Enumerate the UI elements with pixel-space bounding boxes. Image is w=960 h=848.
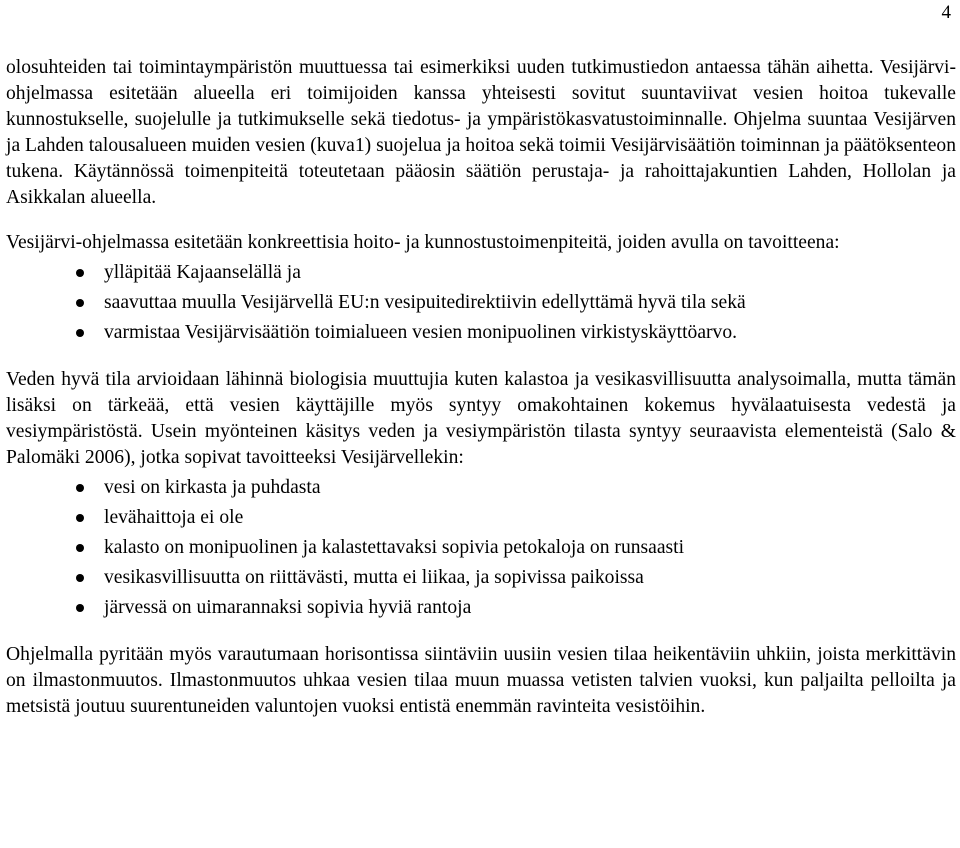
list-item: levähaittoja ei ole bbox=[6, 503, 956, 533]
list-item: vesi on kirkasta ja puhdasta bbox=[6, 473, 956, 503]
list-item: ylläpitää Kajaanselällä ja bbox=[6, 258, 956, 288]
bullet-icon bbox=[76, 604, 84, 612]
paragraph-goals-intro: Vesijärvi-ohjelmassa esitetään konkreettisia hoito- ja kunnostustoimenpiteitä, joiden avulla on tavoitteena: bbox=[6, 232, 840, 253]
goals-bullet-list bbox=[6, 258, 956, 348]
list-item: vesikasvillisuutta on riittävästi, mutta ei liikaa, ja sopivissa paikoissa bbox=[6, 563, 956, 593]
page-number: 4 bbox=[941, 2, 951, 23]
list-item: varmistaa Vesijärvisäätiön toimialueen vesien monipuolinen virkistyskäyttöarvo. bbox=[6, 318, 956, 348]
bullet-icon bbox=[76, 484, 84, 492]
bullet-icon bbox=[76, 514, 84, 522]
document-body bbox=[6, 55, 956, 720]
bullet-icon bbox=[76, 269, 84, 277]
bullet-icon bbox=[76, 299, 84, 307]
bullet-icon bbox=[76, 329, 84, 337]
paragraph-intro: olosuhteiden tai toimintaympäristön muuttuessa tai esimerkiksi uuden tutkimustiedon antaessa tähän aihetta. Vesijärvi-ohjelmassa esitetään alueella eri toimijoiden kanssa yhteisesti sovitut suuntaviivat vesien hoitoa tukevalle kunnostukselle, suojelulle ja tutkimukselle sekä tiedotus- ja ympäristökasvatustoiminnalle. Ohjelma suuntaa Vesijärven ja Lahden talousalueen muiden vesien (kuva1) suojelua ja hoitoa sekä toimii Vesijärvisäätiön toiminnan ja päätöksenteon tukena. Käytännössä toimenpiteitä toteutetaan pääosin säätiön perustaja- ja rahoittajakuntien Lahden, Hollolan ja Asikkalan alueella. bbox=[6, 57, 956, 208]
paragraph-climate-change: Ohjelmalla pyritään myös varautumaan horisontissa siintäviin uusiin vesien tilaa heikentäviin uhkiin, joista merkittävin on ilmastonmuutos. Ilmastonmuutos uhkaa vesien tilaa muun muassa vetisten talvien vuoksi, kun paljailta pelloilta ja metsistä joutuu suurentuneiden valuntojen vuoksi entistä enemmän ravinteita vesistöihin. bbox=[6, 644, 956, 717]
paragraph-water-quality: Veden hyvä tila arvioidaan lähinnä biologisia muuttujia kuten kalastoa ja vesikasvillisuutta analysoimalla, mutta tämän lisäksi on tärkeää, että vesien käyttäjille myös syntyy omakohtainen kokemus hyvälaatuisesta vedestä ja vesiympäristöstä. Usein myönteinen käsitys veden ja vesiympäristön tilasta syntyy seuraavista elementeistä (Salo & Palomäki 2006), jotka sopivat tavoitteeksi Vesijärvellekin: bbox=[6, 369, 956, 468]
elements-bullet-list bbox=[6, 473, 956, 623]
list-item: saavuttaa muulla Vesijärvellä EU:n vesipuitedirektiivin edellyttämä hyvä tila sekä bbox=[6, 288, 956, 318]
bullet-icon bbox=[76, 574, 84, 582]
list-item: järvessä on uimarannaksi sopivia hyviä rantoja bbox=[6, 593, 956, 623]
bullet-icon bbox=[76, 544, 84, 552]
list-item: kalasto on monipuolinen ja kalastettavaksi sopivia petokaloja on runsaasti bbox=[6, 533, 956, 563]
